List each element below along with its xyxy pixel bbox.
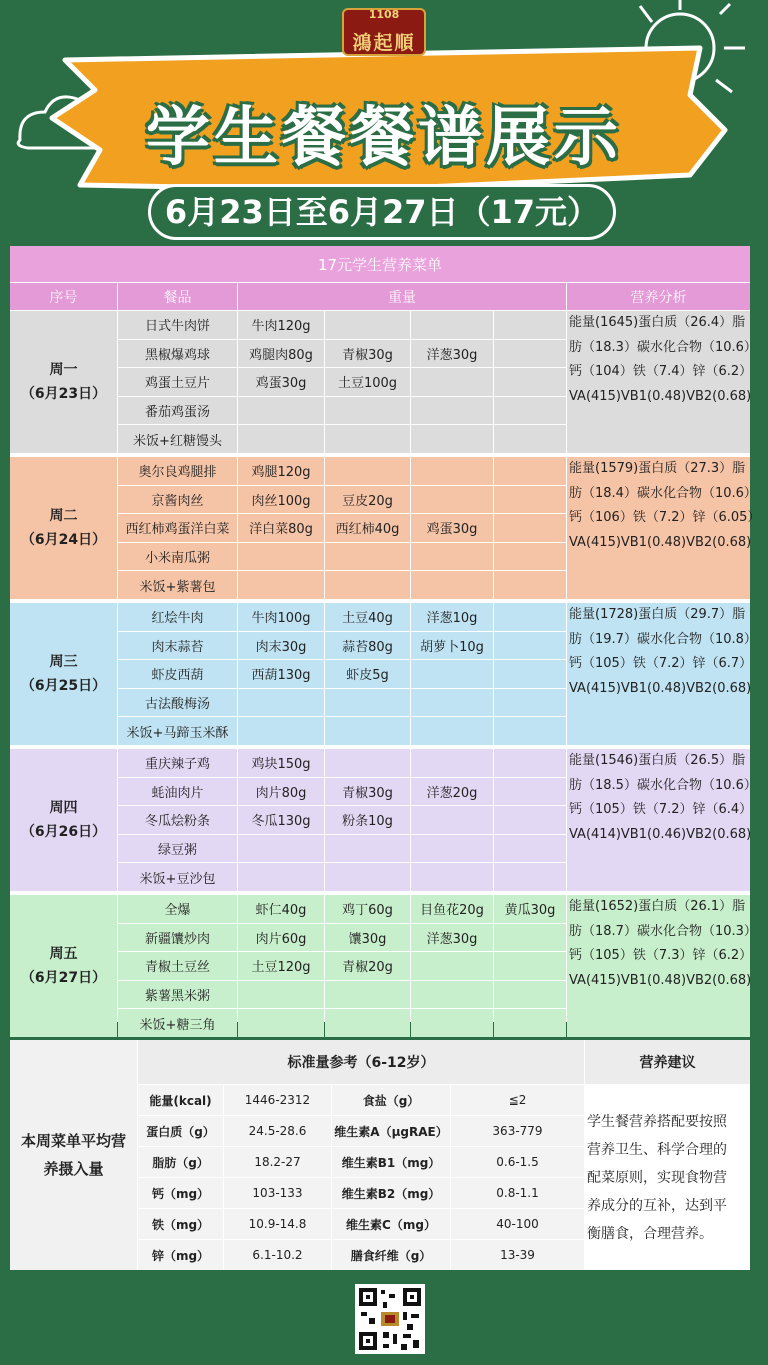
dish-weight [325,1009,410,1037]
ref-nutrient-range: 24.5-28.6 [224,1116,331,1146]
advice-line: 养成分的互补，达到平 [587,1197,727,1214]
col-header-dish: 餐品 [118,283,237,310]
dish-name: 米饭+糖三角 [118,1009,237,1037]
dish-weight: 肉丝100g [238,486,324,514]
ref-advice-title: 营养建议 [585,1040,750,1084]
dish-weight [238,689,324,717]
nutrition-analysis [567,895,757,1037]
ref-nutrient-name: 钙（mg） [138,1178,223,1208]
day-name: 周一 [49,362,78,378]
dish-name: 米饭+紫薯包 [118,571,237,599]
dish-weight [325,689,410,717]
dish-weight: 洋葱30g [411,340,493,368]
nutrition-line: 肪（18.4）碳水化合物（10.6） [569,485,757,501]
day-date: （6月26日） [20,824,107,840]
dish-weight [494,924,566,952]
ref-nutrient-name: 维生素A（μgRAE） [332,1116,450,1146]
dish-weight: 青椒30g [325,340,410,368]
dish-weight [411,717,493,745]
nutrition-line: 能量(1546)蛋白质（26.5）脂 [569,753,746,768]
date-range: 6月23日至6月27日（17元） [148,184,616,240]
dish-weight: 肉片80g [238,778,324,806]
dish-weight: 虾皮5g [325,660,410,688]
dish-weight [411,835,493,863]
dish-weight [325,749,410,777]
day-name: 周四 [49,800,78,816]
ref-nutrient-range: ≦2 [451,1085,584,1115]
nutrition-analysis [567,603,757,745]
dish-name: 红烩牛肉 [118,603,237,631]
dish-weight: 鸡蛋30g [411,514,493,542]
dish-weight [325,571,410,599]
dish-weight [411,806,493,834]
dish-weight [494,368,566,396]
dish-weight: 馕30g [325,924,410,952]
nutrition-line: 钙（105）铁（7.3）锌（6.2） [569,948,753,963]
advice-line: 配菜原则，实现食物营 [587,1169,727,1186]
ref-nutrient-range: 363-779 [451,1116,584,1146]
dish-weight [494,543,566,571]
dish-weight [494,749,566,777]
nutrition-line: 肪（18.3）碳水化合物（10.6） [569,339,757,355]
dish-weight: 西葫130g [238,660,324,688]
dish-weight: 土豆120g [238,952,324,980]
dish-weight [325,457,410,485]
nutrition-line: 钙（105）铁（7.2）锌（6.7） [569,656,753,671]
advice-line: 学生餐营养搭配要按照 [587,1113,727,1130]
dish-name: 奥尔良鸡腿排 [118,457,237,485]
logo-number: 1108 [368,8,400,21]
dish-weight: 蒜苔80g [325,632,410,660]
dish-weight [238,1009,324,1037]
dish-name: 鸡蛋土豆片 [118,368,237,396]
dish-weight: 粉条10g [325,806,410,834]
brand-logo [342,8,426,56]
dish-weight [494,717,566,745]
dish-weight: 西红柿40g [325,514,410,542]
day-label [10,749,117,891]
ref-nutrient-name: 维生素C（mg） [332,1209,450,1239]
qr-code-icon [355,1284,425,1354]
dish-weight [238,863,324,891]
day-label [10,895,117,1037]
dish-weight [238,571,324,599]
ref-left-block [10,1040,137,1270]
dish-weight [238,717,324,745]
dish-weight [494,863,566,891]
dish-name: 京酱肉丝 [118,486,237,514]
qr-code[interactable] [355,1284,425,1354]
dish-weight [411,952,493,980]
dish-weight [494,689,566,717]
dish-weight: 冬瓜130g [238,806,324,834]
ref-nutrient-name: 维生素B1（mg） [332,1147,450,1177]
dish-weight [411,457,493,485]
ref-nutrient-name: 脂肪（g） [138,1147,223,1177]
dish-name: 虾皮西葫 [118,660,237,688]
day-date: （6月27日） [20,970,107,986]
dish-name: 全爆 [118,895,237,923]
dish-weight: 肉末30g [238,632,324,660]
menu-table [10,246,761,1033]
ref-std-title: 标准量参考（6-12岁） [138,1040,584,1084]
dish-weight: 土豆40g [325,603,410,631]
dish-weight [494,835,566,863]
dish-weight: 目鱼花20g [411,895,493,923]
dish-weight: 土豆100g [325,368,410,396]
dish-name: 冬瓜烩粉条 [118,806,237,834]
nutrition-line: VA(415)VB1(0.48)VB2(0.68) [569,680,752,696]
dish-weight [494,397,566,425]
ref-nutrient-range: 1446-2312 [224,1085,331,1115]
ref-nutrient-name: 维生素B2（mg） [332,1178,450,1208]
dish-name: 小米南瓜粥 [118,543,237,571]
nutrition-line: VA(414)VB1(0.46)VB2(0.68) [569,826,752,842]
nutrition-line: 肪（19.7）碳水化合物（10.8） [569,631,757,647]
ref-nutrient-range: 6.1-10.2 [224,1240,331,1270]
ref-nutrient-range: 13-39 [451,1240,584,1270]
dish-name: 古法酸梅汤 [118,689,237,717]
dish-weight [411,749,493,777]
ref-nutrient-name: 锌（mg） [138,1240,223,1270]
dish-weight [411,660,493,688]
dish-weight: 胡萝卜10g [411,632,493,660]
dish-name: 青椒土豆丝 [118,952,237,980]
day-label [10,603,117,745]
dish-name: 米饭+豆沙包 [118,863,237,891]
col-header-weight: 重量 [238,283,566,310]
dish-weight [494,1009,566,1037]
dish-weight [411,689,493,717]
ref-nutrient-name: 蛋白质（g） [138,1116,223,1146]
ref-nutrient-name: 铁（mg） [138,1209,223,1239]
ref-nutrient-range: 10.9-14.8 [224,1209,331,1239]
dish-weight [494,340,566,368]
nutrition-line: 钙（105）铁（7.2）锌（6.4） [569,802,753,817]
ref-nutrient-range: 0.8-1.1 [451,1178,584,1208]
dish-weight: 鸡丁60g [325,895,410,923]
dish-weight: 洋葱30g [411,924,493,952]
dish-weight: 鸡腿肉80g [238,340,324,368]
dish-weight: 牛肉100g [238,603,324,631]
ref-nutrient-name: 膳食纤维（g） [332,1240,450,1270]
day-date: （6月23日） [20,386,107,402]
dish-weight [494,603,566,631]
dish-weight [411,425,493,453]
dish-name: 蚝油肉片 [118,778,237,806]
dish-weight [325,311,410,339]
dish-weight: 黄瓜30g [494,895,566,923]
ref-nutrient-name: 能量(kcal) [138,1085,223,1115]
dish-weight: 虾仁40g [238,895,324,923]
dish-name: 重庆辣子鸡 [118,749,237,777]
nutrition-analysis [567,457,761,599]
dish-weight: 青椒30g [325,778,410,806]
nutrition-line: VA(415)VB1(0.48)VB2(0.68) [569,534,752,550]
nutrition-line: 钙（106）铁（7.2）锌（6.05） [569,510,761,525]
dish-weight [411,397,493,425]
ref-left-label-line1: 本周菜单平均营 [20,1132,126,1150]
nutrition-line: VA(415)VB1(0.48)VB2(0.68) [569,972,752,988]
dish-weight [494,981,566,1009]
col-header-nutrition: 营养分析 [567,283,750,310]
dish-weight [411,1009,493,1037]
dish-weight [325,835,410,863]
nutrition-line: 能量(1579)蛋白质（27.3）脂 [569,461,746,476]
dish-weight [494,632,566,660]
menu-title: 17元学生营养菜单 [10,246,750,282]
dish-weight: 青椒20g [325,952,410,980]
dish-weight [494,425,566,453]
dish-weight [325,981,410,1009]
dish-weight [494,806,566,834]
dish-weight [411,571,493,599]
nutrition-analysis [567,311,757,453]
nutrition-line: 肪（18.7）碳水化合物（10.3） [569,923,757,939]
day-name: 周二 [49,508,78,524]
nutrition-line: 能量(1728)蛋白质（29.7）脂 [569,607,746,622]
dish-weight [494,514,566,542]
day-date: （6月25日） [20,678,107,694]
ref-nutrient-range: 18.2-27 [224,1147,331,1177]
dish-weight: 鸡腿120g [238,457,324,485]
day-label [10,457,117,599]
dish-weight [325,863,410,891]
dish-weight [494,778,566,806]
dish-weight [238,981,324,1009]
dish-weight: 牛肉120g [238,311,324,339]
ref-advice-text [585,1085,750,1270]
dish-weight [494,311,566,339]
nutrition-line: 肪（18.5）碳水化合物（10.6） [569,777,757,793]
dish-weight [238,425,324,453]
dish-weight: 鸡块150g [238,749,324,777]
advice-line: 营养卫生、科学合理的 [587,1141,727,1158]
dish-weight: 豆皮20g [325,486,410,514]
dish-name: 西红柿鸡蛋洋白菜 [118,514,237,542]
advice-line: 衡膳食，合理营养。 [587,1225,713,1242]
dish-weight [494,486,566,514]
dish-weight [411,863,493,891]
dish-name: 米饭+马蹄玉米酥 [118,717,237,745]
dish-weight [494,457,566,485]
dish-weight [411,981,493,1009]
reference-table [10,1040,750,1270]
dish-weight [411,311,493,339]
day-name: 周五 [49,946,78,962]
dish-weight: 洋葱20g [411,778,493,806]
dish-weight [238,835,324,863]
dish-weight [411,543,493,571]
dish-weight [238,397,324,425]
nutrition-line: VA(415)VB1(0.48)VB2(0.68) [569,388,752,404]
dish-weight [325,397,410,425]
dish-weight [494,660,566,688]
dish-name: 紫薯黑米粥 [118,981,237,1009]
dish-weight [238,543,324,571]
dish-name: 绿豆粥 [118,835,237,863]
dish-weight: 肉片60g [238,924,324,952]
ref-nutrient-range: 0.6-1.5 [451,1147,584,1177]
logo-brand: 鴻起順 [352,32,416,54]
dish-weight: 洋葱10g [411,603,493,631]
dish-weight [411,486,493,514]
dish-weight [325,425,410,453]
dish-weight [325,717,410,745]
ref-nutrient-range: 103-133 [224,1178,331,1208]
dish-name: 米饭+红糖馒头 [118,425,237,453]
dish-name: 番茄鸡蛋汤 [118,397,237,425]
nutrition-line: 钙（104）铁（7.4）锌（6.2） [569,364,753,379]
ref-left-label-line2: 养摄入量 [43,1160,104,1178]
ref-nutrient-name: 食盐（g） [332,1085,450,1115]
dish-name: 黑椒爆鸡球 [118,340,237,368]
day-name: 周三 [49,654,78,670]
day-label [10,311,117,453]
page-title: 学生餐餐谱展示 [146,101,622,175]
dish-weight [494,952,566,980]
dish-name: 肉末蒜苔 [118,632,237,660]
nutrition-line: 能量(1652)蛋白质（26.1）脂 [569,899,746,914]
col-header-index: 序号 [10,283,117,310]
dish-weight [325,543,410,571]
dish-weight [494,571,566,599]
dish-name: 新疆馕炒肉 [118,924,237,952]
dish-name: 日式牛肉饼 [118,311,237,339]
nutrition-analysis [567,749,757,891]
nutrition-line: 能量(1645)蛋白质（26.4）脂 [569,315,746,330]
day-date: （6月24日） [20,532,107,548]
ref-nutrient-range: 40-100 [451,1209,584,1239]
dish-weight: 洋白菜80g [238,514,324,542]
dish-weight [411,368,493,396]
dish-weight: 鸡蛋30g [238,368,324,396]
